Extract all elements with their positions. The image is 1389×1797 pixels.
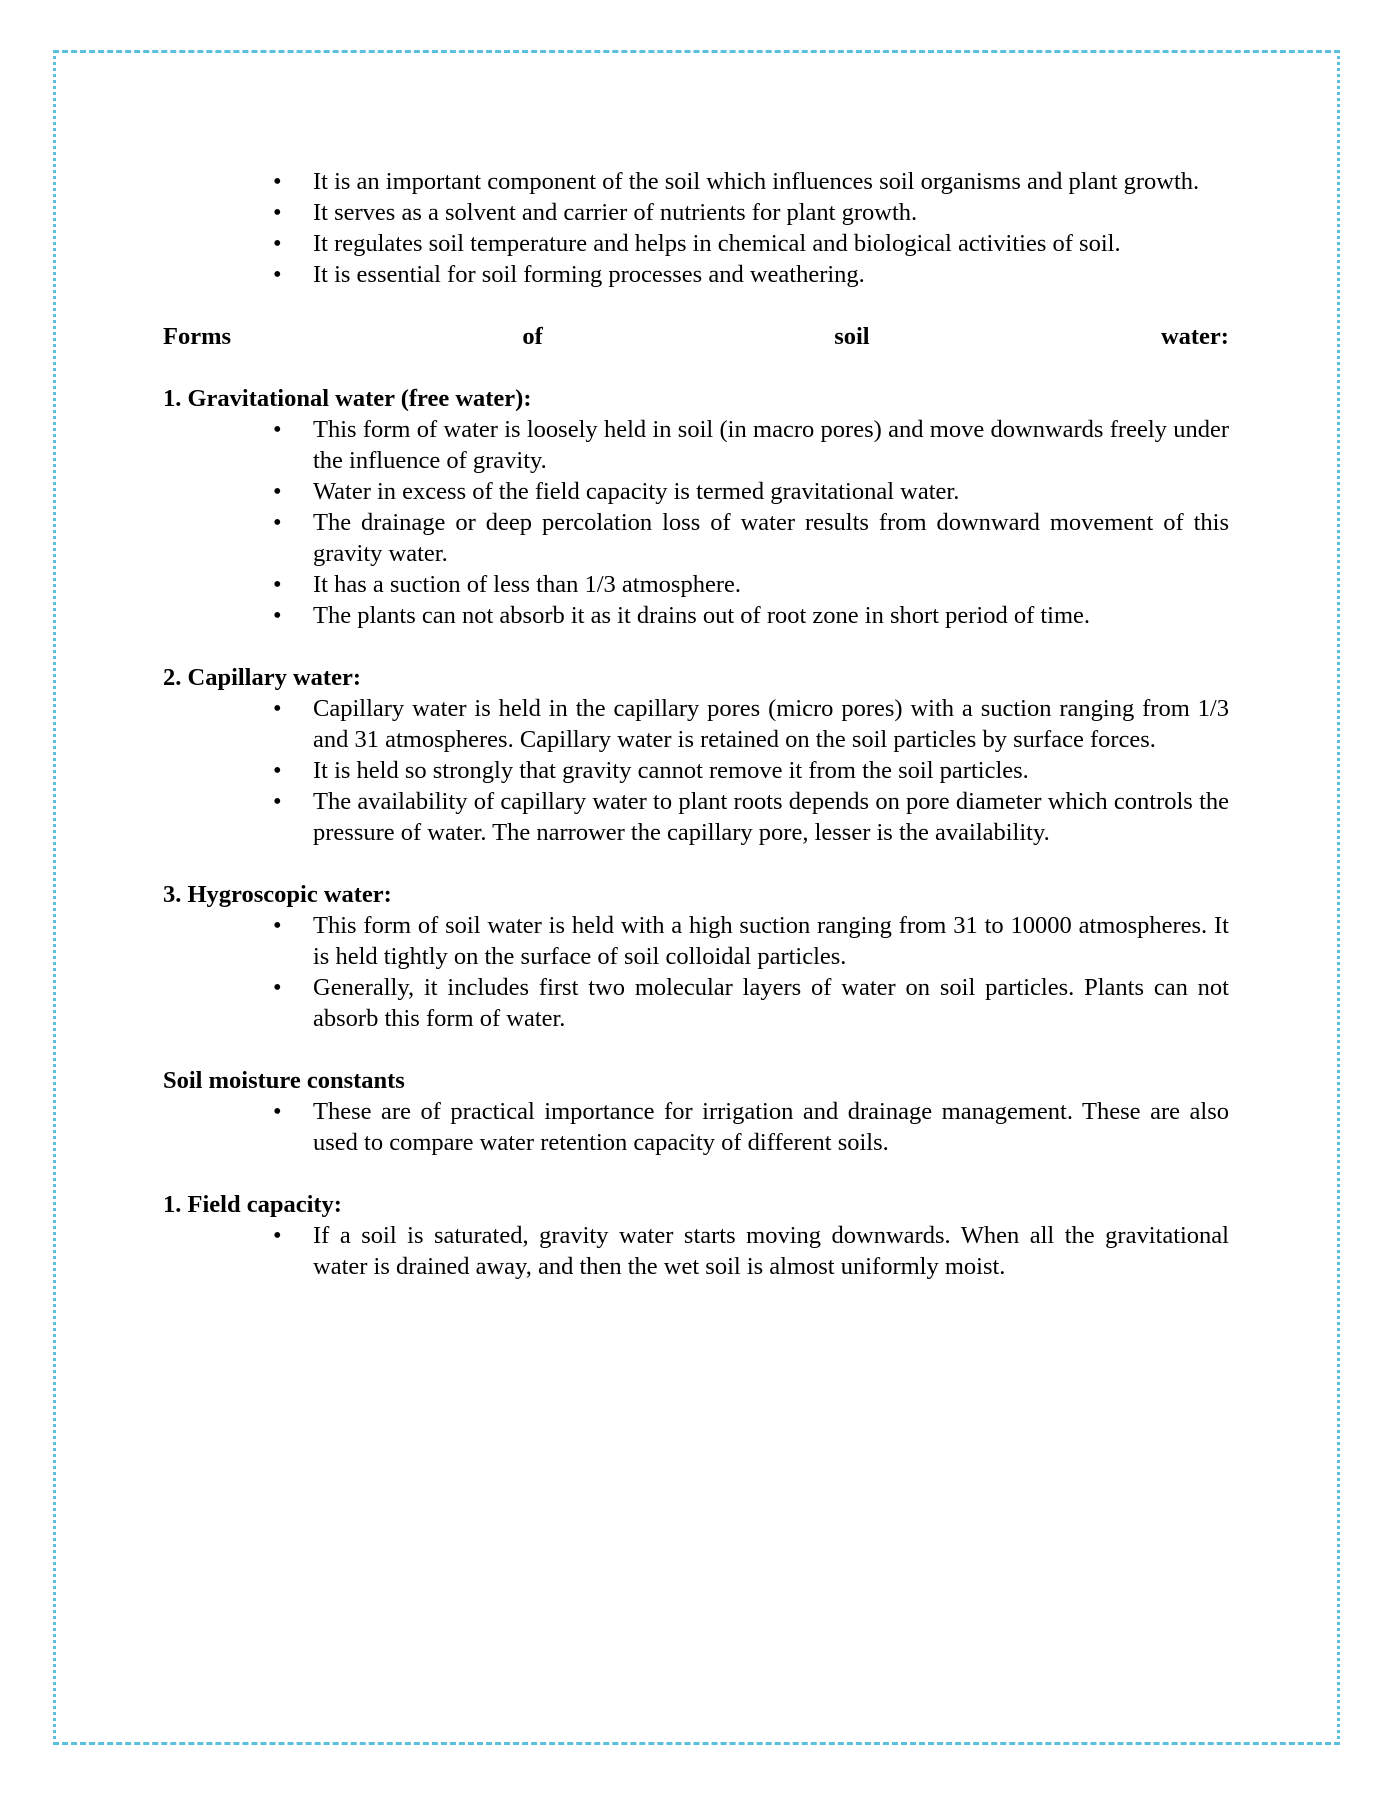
bullet-icon: •	[273, 974, 282, 1001]
intro-bullet-list	[163, 166, 1229, 290]
bullet-icon: •	[273, 788, 282, 815]
heading-word: soil	[834, 323, 870, 350]
list-item	[273, 786, 1229, 848]
bullet-icon: •	[273, 757, 282, 784]
list-item	[273, 228, 1229, 259]
list-item	[273, 1096, 1229, 1158]
soil-moisture-constants-heading: Soil moisture constants	[163, 1067, 405, 1094]
list-item-text: If a soil is saturated, gravity water starts moving downwards. When all the gravitational water is drained away, and then the wet soil is almost uniformly moist.	[313, 1222, 1229, 1280]
list-item	[273, 755, 1229, 786]
list-item	[273, 569, 1229, 600]
list-item	[273, 476, 1229, 507]
bullet-icon: •	[273, 416, 282, 443]
bullet-icon: •	[273, 571, 282, 598]
hygroscopic-bullet-list	[163, 910, 1229, 1034]
list-item-text: It regulates soil temperature and helps in chemical and biological activities of soil.	[313, 230, 1121, 257]
list-item-text: It has a suction of less than 1/3 atmosphere.	[313, 571, 741, 598]
field-capacity-heading: 1. Field capacity:	[163, 1191, 342, 1218]
bullet-icon: •	[273, 912, 282, 939]
list-item	[273, 972, 1229, 1034]
list-item-text: Water in excess of the field capacity is termed gravitational water.	[313, 478, 960, 505]
list-item	[273, 1220, 1229, 1282]
gravitational-water-heading: 1. Gravitational water (free water):	[163, 385, 532, 412]
bullet-icon: •	[273, 478, 282, 505]
field-capacity-bullet-list	[163, 1220, 1229, 1282]
hygroscopic-water-heading: 3. Hygroscopic water:	[163, 881, 392, 908]
bullet-icon: •	[273, 199, 282, 226]
bullet-icon: •	[273, 168, 282, 195]
document-body	[163, 166, 1229, 1282]
list-item-text: The plants can not absorb it as it drains out of root zone in short period of time.	[313, 602, 1091, 629]
list-item-text: The drainage or deep percolation loss of water results from downward movement of this gravity water.	[313, 509, 1229, 567]
list-item-text: Capillary water is held in the capillary pores (micro pores) with a suction ranging from 1/3 and 31 atmospheres. Capillary water is retained on the soil particles by surface forces.	[313, 695, 1229, 753]
list-item-text: Generally, it includes first two molecular layers of water on soil particles. Plants can not absorb this form of water.	[313, 974, 1229, 1032]
list-item	[273, 910, 1229, 972]
list-item-text: These are of practical importance for irrigation and drainage management. These are also used to compare water retention capacity of different soils.	[313, 1098, 1229, 1156]
list-item-text: It is essential for soil forming processes and weathering.	[313, 261, 865, 288]
bullet-icon: •	[273, 1222, 282, 1249]
heading-word: of	[522, 323, 543, 350]
list-item	[273, 507, 1229, 569]
capillary-water-heading: 2. Capillary water:	[163, 664, 361, 691]
bullet-icon: •	[273, 602, 282, 629]
bullet-icon: •	[273, 230, 282, 257]
bullet-icon: •	[273, 1098, 282, 1125]
list-item-text: This form of water is loosely held in soil (in macro pores) and move downwards freely under the influence of gravity.	[313, 416, 1229, 474]
list-item-text: It is an important component of the soil which influences soil organisms and plant growth.	[313, 168, 1200, 195]
list-item	[273, 600, 1229, 631]
heading-word: water:	[1160, 323, 1229, 350]
list-item	[273, 197, 1229, 228]
forms-of-soil-water-heading	[163, 321, 1229, 352]
list-item	[273, 259, 1229, 290]
bullet-icon: •	[273, 695, 282, 722]
list-item-text: It serves as a solvent and carrier of nutrients for plant growth.	[313, 199, 918, 226]
constants-bullet-list	[163, 1096, 1229, 1158]
heading-word: Forms	[163, 323, 232, 350]
list-item-text: The availability of capillary water to plant roots depends on pore diameter which controls the pressure of water. The narrower the capillary pore, lesser is the availability.	[313, 788, 1229, 846]
list-item	[273, 414, 1229, 476]
list-item-text: It is held so strongly that gravity cannot remove it from the soil particles.	[313, 757, 1029, 784]
gravitational-bullet-list	[163, 414, 1229, 631]
list-item	[273, 693, 1229, 755]
list-item	[273, 166, 1229, 197]
capillary-bullet-list	[163, 693, 1229, 848]
list-item-text: This form of soil water is held with a high suction ranging from 31 to 10000 atmospheres. It is held tightly on the surface of soil colloidal particles.	[313, 912, 1229, 970]
bullet-icon: •	[273, 261, 282, 288]
bullet-icon: •	[273, 509, 282, 536]
